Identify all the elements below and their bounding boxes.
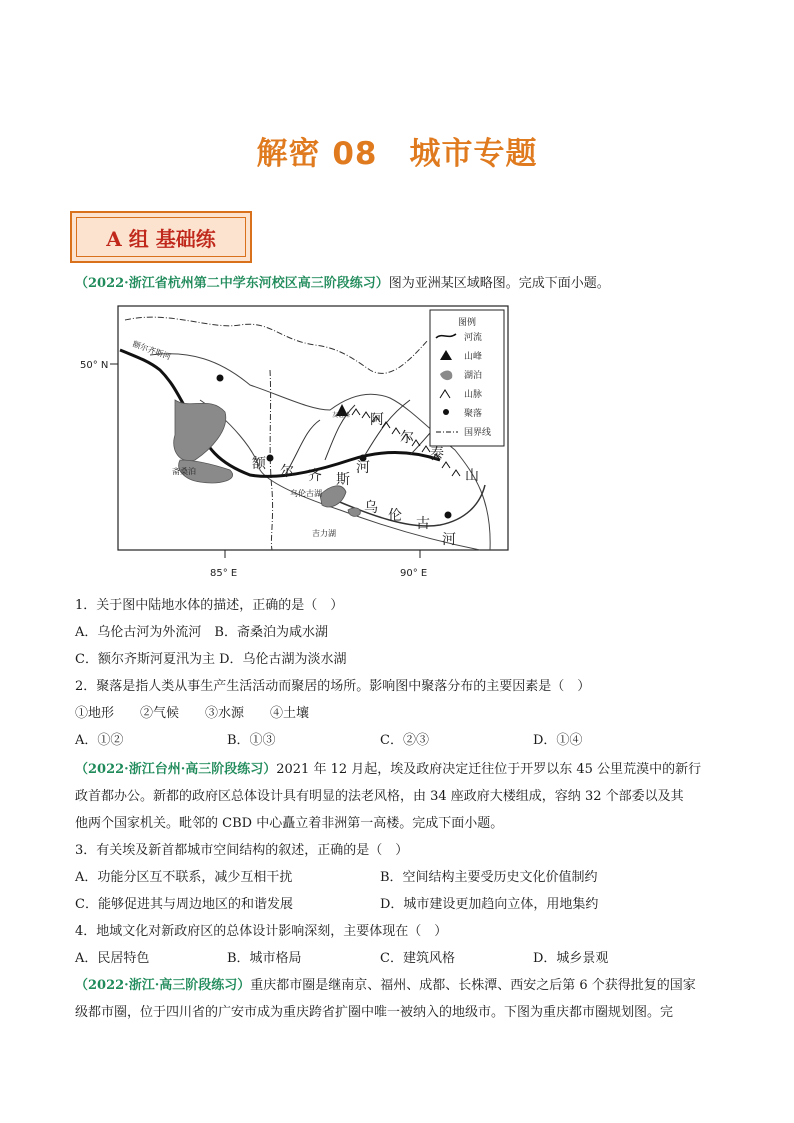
option: A．①② (75, 733, 124, 748)
river-label: 额尔齐斯河 (131, 339, 172, 362)
river-char: 河 (442, 532, 456, 548)
source-tag: （2022·浙江省杭州第二中学东河校区高三阶段练习） (75, 276, 389, 291)
legend-item: 聚落 (464, 409, 483, 419)
lake-label: 乌伦古湖 (290, 489, 322, 498)
mountain-char: 尔 (400, 430, 414, 446)
intro-2-line: 他两个国家机关。毗邻的 CBD 中心矗立着非洲第一高楼。完成下面小题。 (75, 816, 504, 831)
river-char: 额 (252, 456, 266, 472)
river-char: 伦 (388, 508, 402, 524)
legend-item: 河流 (464, 333, 483, 343)
intro-1: （2022·浙江省杭州第二中学东河校区高三阶段练习）图为亚洲某区域略图。完成下面小题。 (75, 276, 610, 291)
option: D．城市建设更加趋向立体，用地集约 (380, 897, 599, 912)
option: A．功能分区互不联系，减少互相干扰 (75, 870, 293, 885)
intro-3-line: 级都市圈，位于四川省的广安市成为重庆跨省扩圈中唯一被纳入的地级市。下图为重庆都市圈规划图。完 (75, 1005, 674, 1020)
mountain-char: 泰 (430, 446, 444, 462)
river-char: 尔 (280, 464, 294, 480)
river-char: 齐 (308, 468, 322, 484)
option: B．城市格局 (227, 951, 302, 966)
intro-2-line: 政首都办公。新都的政府区总体设计具有明显的法老风格，由 34 座政府大楼组成，容纳 32 个部委以及其 (75, 789, 684, 804)
option: A．民居特色 (75, 951, 150, 966)
question-3-stem: 3．有关埃及新首都城市空间结构的叙述，正确的是（ ） (75, 843, 409, 858)
river-char: 斯 (336, 472, 350, 488)
intro-2: （2022·浙江台州·高三阶段练习）2021 年 12 月起，埃及政府决定迁往位于开罗以东 45 公里荒漠中的新行 (75, 762, 702, 777)
intro-3: （2022·浙江·高三阶段练习）重庆都市圈是继南京、福州、成都、长株潭、西安之后第 6 个获得批复的国家 (75, 978, 696, 993)
question-2-factors: ①地形 ②气候 ③水源 ④土壤 (75, 706, 310, 721)
page-title: 解密 08 城市专题 (256, 136, 538, 172)
option: B．空间结构主要受历史文化价值制约 (380, 870, 598, 885)
option: B．①③ (227, 733, 276, 748)
question-4-stem: 4．地域文化对新政府区的总体设计影响深刻，主要体现在（ ） (75, 924, 448, 939)
latitude-label: 50° N (80, 360, 109, 371)
source-tag: （2022·浙江台州·高三阶段练习） (75, 762, 277, 777)
lake-label: 斋桑泊 (172, 467, 196, 476)
longitude-label: 90° E (400, 568, 428, 579)
map-figure (80, 300, 510, 585)
mountain-char: 山 (465, 468, 479, 484)
option: D．①④ (533, 733, 583, 748)
river-char: 乌 (364, 500, 378, 516)
question-1-options: C．额尔齐斯河夏汛为主 D．乌伦古湖为淡水湖 (75, 652, 347, 667)
longitude-label: 85° E (210, 568, 238, 579)
option: C．②③ (380, 733, 429, 748)
legend-item: 山峰 (464, 352, 483, 362)
option: C．建筑风格 (380, 951, 455, 966)
legend-item: 山脉 (464, 390, 483, 400)
lake-label: 吉力湖 (312, 529, 336, 538)
question-2-stem: 2．聚落是指人类从事生产生活活动而聚居的场所。影响图中聚落分布的主要因素是（ ） (75, 679, 591, 694)
mountain-char: 阿 (370, 412, 384, 428)
option: D．城乡景观 (533, 951, 609, 966)
river-char: 河 (356, 460, 370, 476)
peak-label: 友谊峰 (332, 412, 351, 419)
section-header (70, 211, 252, 263)
river-char: 古 (416, 516, 430, 532)
source-tag: （2022·浙江·高三阶段练习） (75, 978, 251, 993)
question-1-options: A．乌伦古河为外流河 B．斋桑泊为咸水湖 (75, 625, 328, 640)
section-label: A 组 基础练 (106, 227, 216, 251)
legend-item: 湖泊 (464, 371, 483, 381)
option: C．能够促进其与周边地区的和谐发展 (75, 897, 293, 912)
legend-item: 国界线 (464, 428, 492, 438)
legend-title: 图例 (457, 318, 477, 328)
question-1-stem: 1．关于图中陆地水体的描述，正确的是（ ） (75, 598, 344, 613)
